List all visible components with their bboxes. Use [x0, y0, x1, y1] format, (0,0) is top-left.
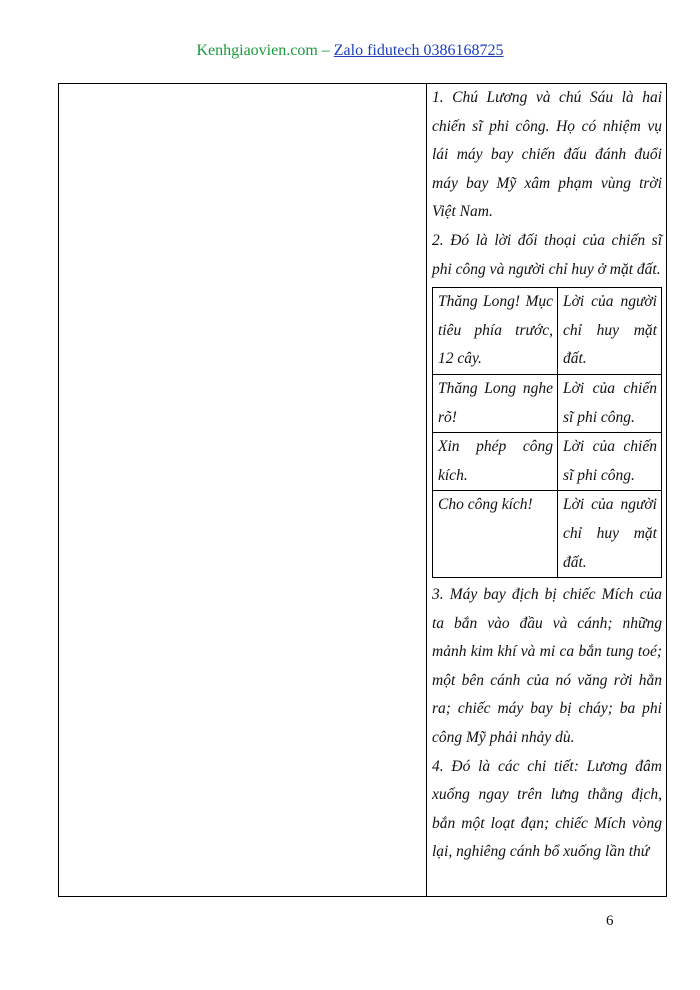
- dialogue-table: [432, 287, 662, 578]
- page-header: [0, 42, 700, 60]
- table-row: [433, 433, 662, 491]
- page-number: 6: [606, 913, 614, 929]
- dialogue-speaker: Lời của chiến sĩ phi công.: [558, 374, 662, 432]
- content-table: [58, 83, 667, 897]
- table-row: [433, 374, 662, 432]
- dialogue-speaker: Lời của người chỉ huy mặt đất.: [558, 288, 662, 375]
- answer-3: 3. Máy bay địch bị chiếc Mích của ta bắn vào đầu và cánh; những mảnh kim khí và mi ca bắn tung toé; một bên cánh của nó văng rời hẳn ra; chiếc máy bay bị cháy; ba phi công Mỹ phải nhảy dù.: [432, 586, 662, 747]
- dialogue-speaker: Lời của chiến sĩ phi công.: [558, 433, 662, 491]
- column-divider: [426, 84, 427, 896]
- dialogue-line: Thăng Long! Mục tiêu phía trước, 12 cây.: [433, 288, 558, 375]
- answer-4: 4. Đó là các chi tiết: Lương đâm xuống ngay trên lưng thằng địch, bắn một loạt đạn; chiếc Mích vòng lại, nghiêng cánh bổ xuống lần thứ: [432, 757, 662, 861]
- contact-link[interactable]: Zalo fidutech 0386168725: [333, 42, 504, 59]
- dialogue-line: Xin phép công kích.: [433, 433, 558, 491]
- site-name: Kenhgiaovien.com: [196, 42, 318, 59]
- answer-1: 1. Chú Lương và chú Sáu là hai chiến sĩ phi công. Họ có nhiệm vụ lái máy bay chiến đấu đánh đuổi máy bay Mỹ xâm phạm vùng trời Việt Nam.: [432, 89, 662, 221]
- table-row: [433, 491, 662, 578]
- answer-column: [432, 84, 662, 867]
- dialogue-speaker: Lời của người chỉ huy mặt đất.: [558, 491, 662, 578]
- table-row: [433, 288, 662, 375]
- dialogue-line: Cho công kích!: [433, 491, 558, 578]
- dialogue-line: Thăng Long nghe rõ!: [433, 374, 558, 432]
- header-separator: –: [317, 42, 334, 59]
- answer-2: 2. Đó là lời đối thoại của chiến sĩ phi công và người chỉ huy ở mặt đất.: [432, 231, 662, 278]
